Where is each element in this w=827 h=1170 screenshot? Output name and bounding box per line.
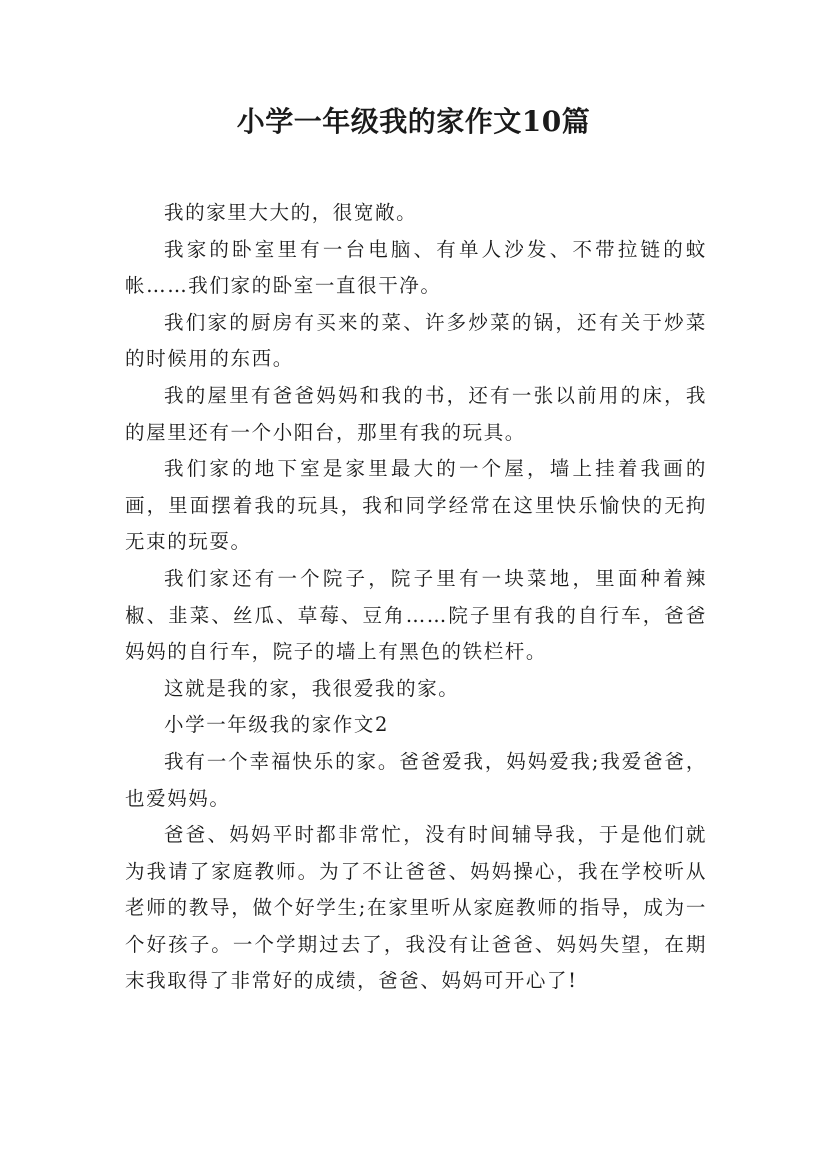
paragraph: 我有一个幸福快乐的家。爸爸爱我，妈妈爱我;我爱爸爸，也爱妈妈。 <box>125 749 707 810</box>
paragraph: 我们家的地下室是家里最大的一个屋，墙上挂着我画的画，里面摆着我的玩具，我和同学经常在这里快乐愉快的无拘无束的玩耍。 <box>125 457 707 554</box>
paragraph: 我们家的厨房有买来的菜、许多炒菜的锅，还有关于炒菜的时候用的东西。 <box>125 310 707 371</box>
paragraph: 我的屋里有爸爸妈妈和我的书，还有一张以前用的床，我的屋里还有一个小阳台，那里有我的玩具。 <box>125 383 707 444</box>
document-title: 小学一年级我的家作文10篇 <box>236 105 591 138</box>
paragraph: 这就是我的家，我很爱我的家。 <box>164 676 460 700</box>
paragraph: 我家的卧室里有一台电脑、有单人沙发、不带拉链的蚊帐……我们家的卧室一直很干净。 <box>125 237 707 298</box>
section-heading: 小学一年级我的家作文2 <box>164 713 390 737</box>
paragraph: 我的家里大大的，很宽敞。 <box>164 201 418 224</box>
paragraph: 爸爸、妈妈平时都非常忙，没有时间辅导我，于是他们就为我请了家庭教师。为了不让爸爸、妈妈操心，我在学校听从老师的教导，做个好学生;在家里听从家庭教师的指导，成为一个好孩子。一个学期过去了，我没有让爸爸、妈妈失望，在期末我取得了非常好的成绩，爸爸、妈妈可开心了! <box>125 823 707 993</box>
document-body <box>125 195 707 1000</box>
paragraph: 我们家还有一个院子，院子里有一块菜地，里面种着辣椒、韭菜、丝瓜、草莓、豆角……院子里有我的自行车，爸爸妈妈的自行车，院子的墙上有黑色的铁栏杆。 <box>125 566 707 664</box>
